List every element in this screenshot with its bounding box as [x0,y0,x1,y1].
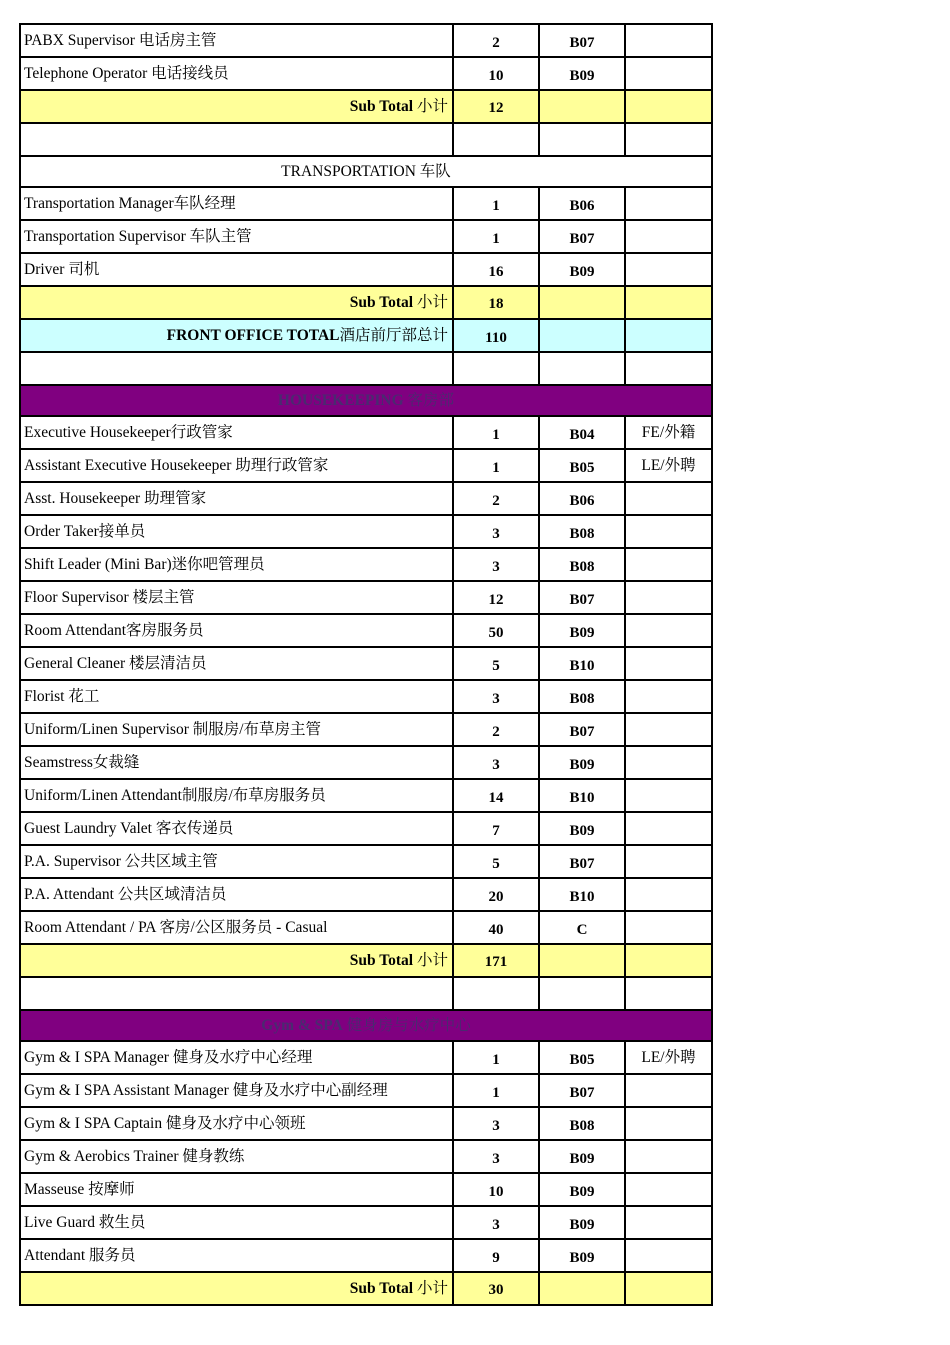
table-row [20,449,712,482]
empty-cell [625,286,712,319]
table-row [20,1173,712,1206]
subtotal-row [20,286,712,319]
table-row [20,581,712,614]
empty-cell [453,352,539,385]
headcount: 2 [453,713,539,746]
empty-cell [625,319,712,352]
table-row [20,812,712,845]
subtotal-row [20,1272,712,1305]
remark [625,680,712,713]
headcount: 1 [453,1041,539,1074]
position-title: Transportation Supervisor 车队主管 [20,220,453,253]
empty-cell [539,90,625,123]
headcount: 12 [453,581,539,614]
grade-level: B07 [539,24,625,57]
position-title: Transportation Manager车队经理 [20,187,453,220]
table-row [20,647,712,680]
department-title-cn: 健身房与水疗中心 [342,1017,471,1034]
position-title: Guest Laundry Valet 客衣传递员 [20,812,453,845]
table-row [20,614,712,647]
headcount: 20 [453,878,539,911]
table-row [20,24,712,57]
table-row [20,253,712,286]
remark: LE/外聘 [625,449,712,482]
remark [625,581,712,614]
remark [625,614,712,647]
section-header-row [20,156,712,187]
table-row [20,878,712,911]
table-row [20,713,712,746]
grade-level: B09 [539,1239,625,1272]
position-title: Floor Supervisor 楼层主管 [20,581,453,614]
position-title: Executive Housekeeper行政管家 [20,416,453,449]
department-title [20,385,712,416]
grade-level: B08 [539,548,625,581]
staffing-table [19,23,713,1306]
label-cn: 小计 [413,98,448,115]
remark: FE/外籍 [625,416,712,449]
grade-level: B06 [539,187,625,220]
table-row [20,416,712,449]
position-title: Gym & I SPA Assistant Manager 健身及水疗中心副经理 [20,1074,453,1107]
department-title-en: Gym & SPA [261,1017,343,1034]
label-cn: 小计 [413,1280,448,1297]
table-row [20,220,712,253]
remark [625,57,712,90]
grade-level: B07 [539,1074,625,1107]
department-total-row [20,319,712,352]
staffing-table-body [20,24,712,1305]
label-cn: 小计 [413,952,448,969]
empty-cell [20,123,453,156]
position-title: General Cleaner 楼层清洁员 [20,647,453,680]
remark [625,515,712,548]
subtotal-label [20,1272,453,1305]
empty-cell [625,1272,712,1305]
position-title: Florist 花工 [20,680,453,713]
empty-cell [539,319,625,352]
table-row [20,911,712,944]
empty-cell [625,944,712,977]
label-en: Sub Total [349,294,414,311]
remark [625,1074,712,1107]
headcount: 10 [453,57,539,90]
empty-cell [539,352,625,385]
table-row [20,515,712,548]
grade-level: B08 [539,1107,625,1140]
headcount: 5 [453,845,539,878]
remark [625,548,712,581]
position-title: Shift Leader (Mini Bar)迷你吧管理员 [20,548,453,581]
label-cn: 小计 [413,294,448,311]
remark [625,1140,712,1173]
headcount: 10 [453,1173,539,1206]
position-title: Gym & Aerobics Trainer 健身教练 [20,1140,453,1173]
grade-level: B09 [539,1140,625,1173]
headcount: 1 [453,220,539,253]
remark [625,24,712,57]
position-title: P.A. Attendant 公共区域清洁员 [20,878,453,911]
position-title: Gym & I SPA Manager 健身及水疗中心经理 [20,1041,453,1074]
grade-level: B06 [539,482,625,515]
headcount: 14 [453,779,539,812]
grade-level: B04 [539,416,625,449]
position-title: Order Taker接单员 [20,515,453,548]
empty-cell [453,977,539,1010]
grade-level: B07 [539,581,625,614]
table-row [20,1107,712,1140]
position-title: Room Attendant客房服务员 [20,614,453,647]
position-title: PABX Supervisor 电话房主管 [20,24,453,57]
headcount: 1 [453,187,539,220]
remark [625,746,712,779]
remark [625,845,712,878]
subtotal-label [20,944,453,977]
department-title-cn: 客房部 [403,392,455,409]
remark [625,482,712,515]
headcount: 3 [453,515,539,548]
empty-cell [539,1272,625,1305]
headcount: 1 [453,1074,539,1107]
empty-cell [20,977,453,1010]
table-row [20,1140,712,1173]
subtotal-row [20,944,712,977]
position-title: Live Guard 救生员 [20,1206,453,1239]
blank-row [20,977,712,1010]
subtotal-row [20,90,712,123]
grade-level: B10 [539,878,625,911]
empty-cell [539,286,625,319]
empty-cell [20,352,453,385]
headcount: 9 [453,1239,539,1272]
remark [625,647,712,680]
remark [625,253,712,286]
department-header-row [20,385,712,416]
empty-cell [453,123,539,156]
remark [625,878,712,911]
remark: LE/外聘 [625,1041,712,1074]
subtotal-label [20,90,453,123]
table-row [20,57,712,90]
subtotal-count: 18 [453,286,539,319]
headcount: 3 [453,746,539,779]
grade-level: B10 [539,647,625,680]
position-title: Assistant Executive Housekeeper 助理行政管家 [20,449,453,482]
headcount: 40 [453,911,539,944]
grade-level: B09 [539,746,625,779]
subtotal-count: 30 [453,1272,539,1305]
table-row [20,746,712,779]
headcount: 16 [453,253,539,286]
grade-level: B08 [539,515,625,548]
position-title: Telephone Operator 电话接线员 [20,57,453,90]
section-title: TRANSPORTATION 车队 [20,156,712,187]
headcount: 2 [453,482,539,515]
grade-level: B09 [539,253,625,286]
headcount: 2 [453,24,539,57]
subtotal-count: 171 [453,944,539,977]
label-en: Sub Total [349,1280,414,1297]
table-row [20,845,712,878]
total-count: 110 [453,319,539,352]
remark [625,779,712,812]
empty-cell [625,90,712,123]
position-title: Asst. Housekeeper 助理管家 [20,482,453,515]
empty-cell [539,944,625,977]
table-row [20,1206,712,1239]
table-row [20,680,712,713]
blank-row [20,352,712,385]
table-row [20,187,712,220]
table-row [20,1074,712,1107]
grade-level: B09 [539,614,625,647]
grade-level: B05 [539,449,625,482]
grade-level: B07 [539,220,625,253]
empty-cell [539,123,625,156]
subtotal-label [20,286,453,319]
grade-level: B09 [539,1173,625,1206]
grade-level: B10 [539,779,625,812]
position-title: Driver 司机 [20,253,453,286]
position-title: Gym & I SPA Captain 健身及水疗中心领班 [20,1107,453,1140]
table-row [20,1041,712,1074]
headcount: 3 [453,1206,539,1239]
grade-level: B08 [539,680,625,713]
position-title: P.A. Supervisor 公共区域主管 [20,845,453,878]
position-title: Uniform/Linen Supervisor 制服房/布草房主管 [20,713,453,746]
grade-level: B09 [539,1206,625,1239]
position-title: Attendant 服务员 [20,1239,453,1272]
remark [625,812,712,845]
empty-cell [539,977,625,1010]
remark [625,220,712,253]
grade-level: B05 [539,1041,625,1074]
position-title: Uniform/Linen Attendant制服房/布草房服务员 [20,779,453,812]
headcount: 3 [453,548,539,581]
remark [625,911,712,944]
headcount: 1 [453,416,539,449]
table-row [20,779,712,812]
position-title: Seamstress女裁缝 [20,746,453,779]
department-title [20,1010,712,1041]
label-en: Sub Total [349,98,414,115]
table-row [20,548,712,581]
remark [625,1107,712,1140]
remark [625,1173,712,1206]
label-en: Sub Total [349,952,414,969]
grade-level: B09 [539,57,625,90]
table-row [20,1239,712,1272]
grade-level: C [539,911,625,944]
empty-cell [625,352,712,385]
label-en: FRONT OFFICE TOTAL [166,327,340,344]
headcount: 3 [453,1140,539,1173]
headcount: 3 [453,680,539,713]
blank-row [20,123,712,156]
subtotal-count: 12 [453,90,539,123]
headcount: 1 [453,449,539,482]
position-title: Room Attendant / PA 客房/公区服务员 - Casual [20,911,453,944]
label-cn: 酒店前厅部总计 [339,327,448,344]
headcount: 7 [453,812,539,845]
empty-cell [625,977,712,1010]
headcount: 3 [453,1107,539,1140]
grade-level: B09 [539,812,625,845]
remark [625,187,712,220]
total-label [20,319,453,352]
grade-level: B07 [539,845,625,878]
table-row [20,482,712,515]
position-title: Masseuse 按摩师 [20,1173,453,1206]
department-header-row [20,1010,712,1041]
department-title-en: HOUSEKEEPING [277,392,404,409]
grade-level: B07 [539,713,625,746]
remark [625,1206,712,1239]
remark [625,713,712,746]
empty-cell [625,123,712,156]
headcount: 5 [453,647,539,680]
remark [625,1239,712,1272]
headcount: 50 [453,614,539,647]
